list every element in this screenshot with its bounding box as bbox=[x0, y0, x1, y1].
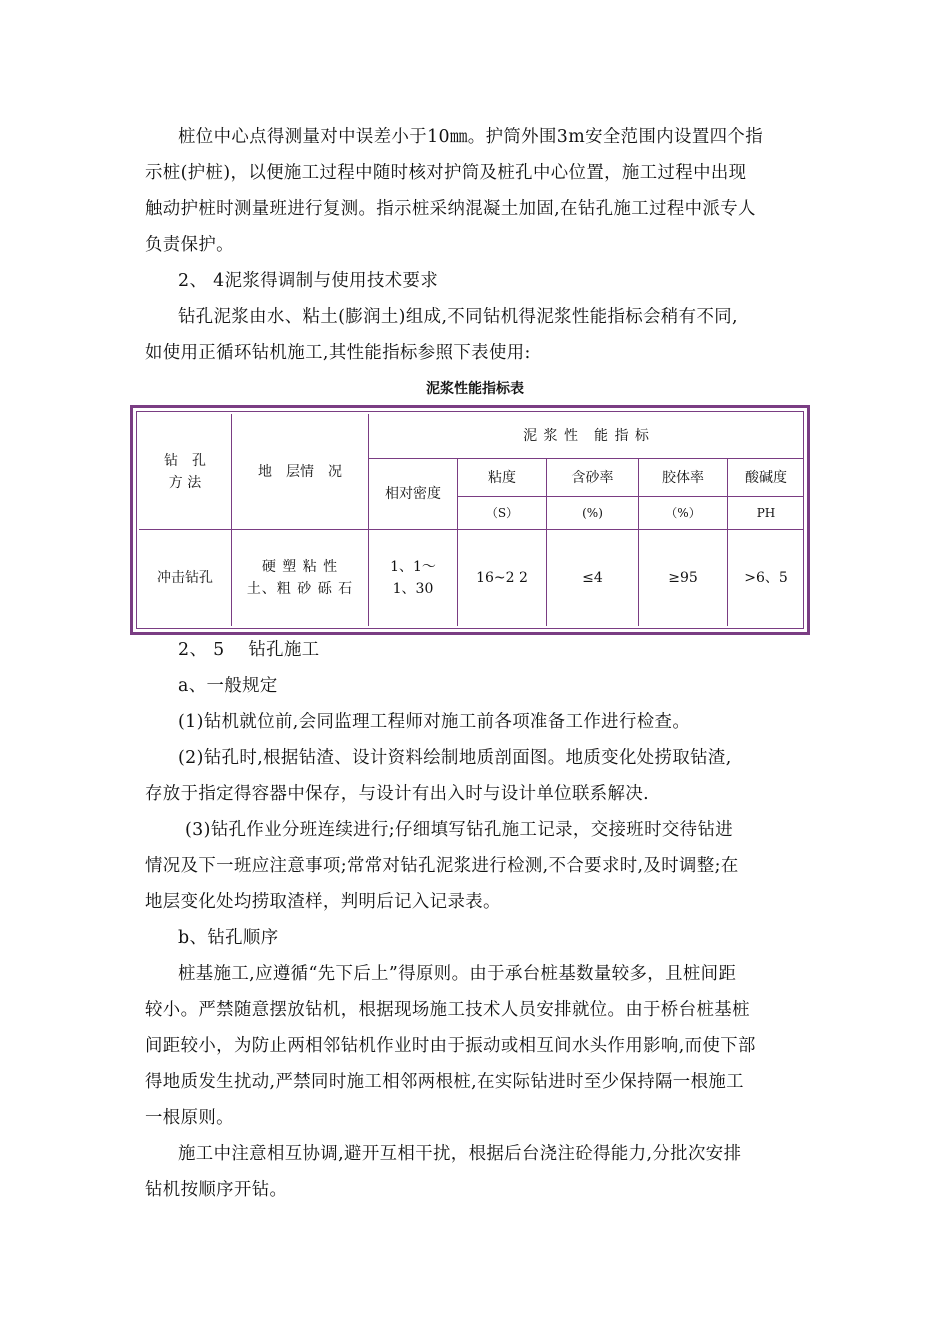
subsection-heading: a、一般规定 bbox=[178, 676, 278, 696]
unit-ph: PH bbox=[756, 506, 776, 520]
header-ph: 酸碱度 bbox=[745, 469, 787, 486]
unit-viscosity: （S） bbox=[485, 506, 519, 520]
paragraph-line: 一根原则。 bbox=[145, 1108, 234, 1128]
paragraph-line: 如使用正循环钻机施工,其性能指标参照下表使用: bbox=[145, 343, 531, 363]
paragraph-line: 间距较小，为防止两相邻钻机作业时由于振动或相互间水头作用影响,而使下部 bbox=[145, 1036, 756, 1056]
paragraph-line: (1)钻机就位前,会同监理工程师对施工前各项准备工作进行检查。 bbox=[178, 712, 691, 732]
header-colloid-rate: 胶体率 bbox=[662, 469, 704, 486]
paragraph-line: 桩基施工,应遵循“先下后上”得原则。由于承台桩基数量较多，且桩间距 bbox=[178, 964, 737, 984]
header-viscosity: 粘度 bbox=[488, 469, 516, 486]
mud-performance-table bbox=[130, 405, 810, 635]
paragraph-line: 负责保护。 bbox=[145, 235, 234, 255]
row-method: 冲击钻孔 bbox=[157, 570, 213, 586]
paragraph-line: 桩位中心点得测量对中误差小于10㎜。护筒外围3m安全范围内设置四个指 bbox=[178, 127, 764, 147]
section-heading: 2、 4泥浆得调制与使用技术要求 bbox=[178, 271, 439, 291]
paragraph-line: 触动护桩时测量班进行复测。指示桩采纳混凝土加固,在钻孔施工过程中派专人 bbox=[145, 199, 756, 219]
unit-colloid-rate: （%） bbox=[665, 506, 701, 520]
header-sand-content: 含砂率 bbox=[571, 469, 614, 486]
row-ph: >6、5 bbox=[744, 570, 788, 586]
subsection-heading: b、钻孔顺序 bbox=[178, 928, 279, 948]
paragraph-line: 施工中注意相互协调,避开互相干扰，根据后台浇注砼得能力,分批次安排 bbox=[178, 1144, 742, 1164]
paragraph-line: (2)钻孔时,根据钻渣、设计资料绘制地质剖面图。地质变化处捞取钻渣, bbox=[178, 748, 732, 768]
paragraph-line: (3)钻孔作业分班连续进行;仔细填写钻孔施工记录，交接班时交待钻进 bbox=[185, 820, 734, 840]
row-colloid-rate: ≥95 bbox=[668, 570, 698, 586]
row-viscosity: 16~2 2 bbox=[476, 570, 528, 586]
unit-sand-content: (%) bbox=[582, 506, 603, 520]
row-density: 1、1～ 1、30 bbox=[390, 559, 436, 597]
paragraph-line: 示桩(护桩)，以便施工过程中随时核对护筒及桩孔中心位置，施工过程中出现 bbox=[145, 163, 747, 183]
row-stratum: 硬 塑 粘 性 土、粗 砂 砾 石 bbox=[246, 559, 354, 597]
header-mud-performance: 泥 浆 性 能 指 标 bbox=[523, 428, 650, 444]
header-drilling-method: 钻 孔 方 法 bbox=[164, 452, 206, 491]
paragraph-line: 地层变化处均捞取渣样，判明后记入记录表。 bbox=[145, 892, 501, 912]
section-heading: 2、 5 钻孔施工 bbox=[178, 640, 320, 660]
paragraph-line: 较小。严禁随意摆放钻机，根据现场施工技术人员安排就位。由于桥台桩基桩 bbox=[145, 1000, 750, 1020]
row-sand-content: ≤4 bbox=[582, 570, 603, 586]
header-stratum: 地 层情 况 bbox=[258, 463, 342, 480]
header-relative-density: 相对密度 bbox=[385, 486, 441, 502]
table-caption: 泥浆性能指标表 bbox=[426, 381, 524, 397]
paragraph-line: 钻机按顺序开钻。 bbox=[145, 1180, 288, 1200]
paragraph-line: 存放于指定得容器中保存，与设计有出入时与设计单位联系解决. bbox=[145, 784, 650, 804]
paragraph-line: 得地质发生扰动,严禁同时施工相邻两根桩,在实际钻进时至少保持隔一根施工 bbox=[145, 1072, 744, 1092]
paragraph-line: 钻孔泥浆由水、粘土(膨润土)组成,不同钻机得泥浆性能指标会稍有不同, bbox=[178, 307, 738, 327]
paragraph-line: 情况及下一班应注意事项;常常对钻孔泥浆进行检测,不合要求时,及时调整;在 bbox=[145, 856, 739, 876]
